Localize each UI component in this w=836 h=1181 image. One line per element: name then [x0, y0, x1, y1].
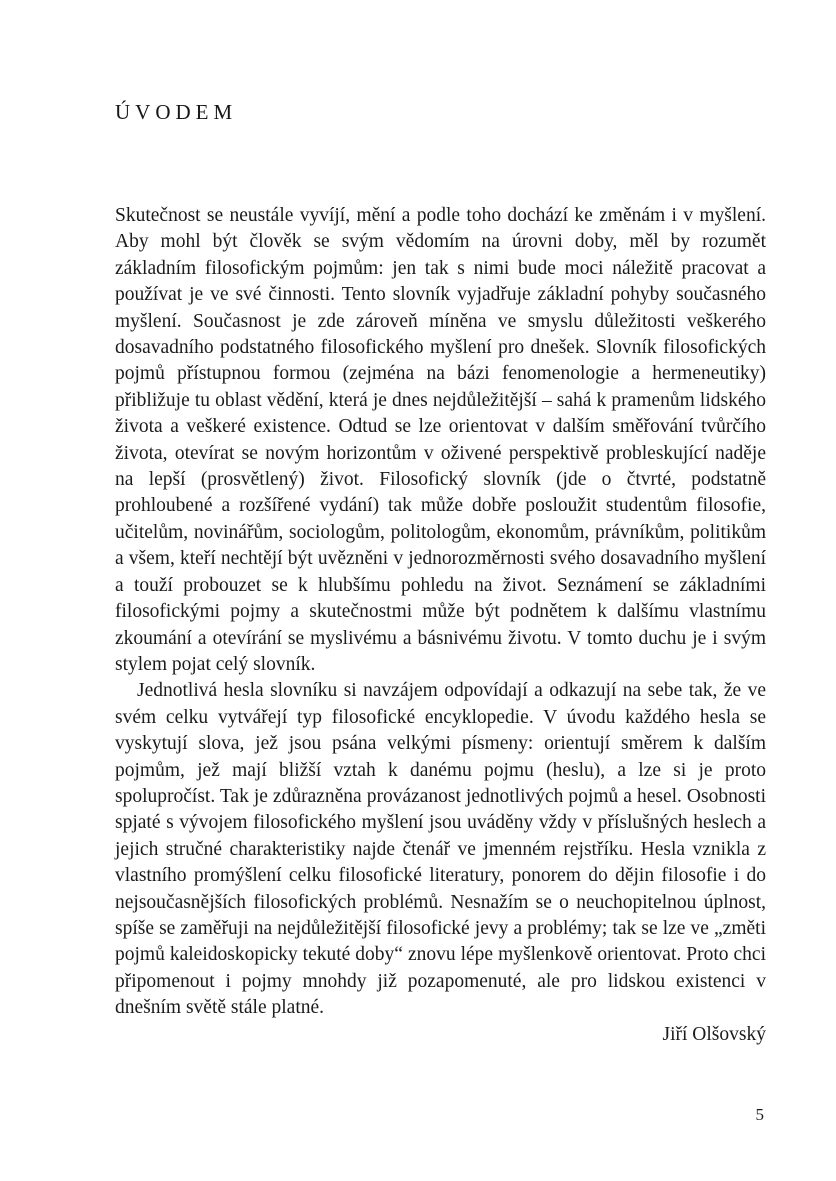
author-signature: Jiří Olšovský [662, 1023, 766, 1045]
text-block [115, 100, 766, 1048]
paragraph-2: Jednotlivá hesla slovníku si navzájem odpovídají a odkazují na sebe tak, že ve svém celku vytvářejí typ filosofické encyklopedie. V úvodu každého hesla se vyskytují slova, jež jsou psána velkými písmeny: orientují směrem k dalším pojmům, jež mají bližší vztah k danému pojmu (heslu), a lze si je proto spolupročíst. Tak je zdůrazněna provázanost jednotlivých pojmů a hesel. Osobnosti spjaté s vývojem filosofického myšlení jsou uváděny vždy v příslušných heslech a jejich stručné charakteristiky najde čtenář ve jmenném rejstříku. Hesla vznikla z vlastního promýšlení celku filosofické literatury, ponorem do dějin filosofie i do nejsoučasnějších filosofických problémů. Nesnažím se o neuchopitelnou úplnost, spíše se zaměřuji na nejdůležitější filosofické jevy a problémy; tak se lze ve „změti pojmů kaleidoskopicky tekuté doby“ znovu lépe myšlenkově orientovat. Proto chci připomenout i pojmy mnohdy již pozapomenuté, ale pro lidskou existenci v dnešním světě stále platné. [115, 680, 766, 1019]
paragraph-1: Skutečnost se neustále vyvíjí, mění a podle toho dochází ke změnám i v myšlení. Aby mohl být člověk se svým vědomím na úrovni doby, měl by rozumět základním filosofickým pojmům: jen tak s nimi bude moci náležitě pracovat a používat je ve své činnosti. Tento slovník vyjadřuje základní pohyby současného myšlení. Současnost je zde zároveň míněna ve smyslu důležitosti veškerého dosavadního podstatného filosofického myšlení pro dnešek. Slovník filosofických pojmů přístupnou formou (zejména na bázi fenomenologie a hermeneutiky) přibližuje tu oblast vědění, která je dnes nejdůležitější – sahá k pramenům lidského života a veškeré existence. Odtud se lze orientovat v dalším směřování tvůrčího života, otevírat se novým horizontům v oživené perspektivě probleskující naděje na lepší (prosvětlený) život. Filosofický slovník (jde o čtvrté, podstatně prohloubené a rozšířené vydání) tak může dobře posloužit studentům filosofie, učitelům, novinářům, sociologům, politologům, ekonomům, právníkům, politikům a všem, kteří nechtějí být uvězněni v jednorozměrnosti svého dosavadního myšlení a touží probouzet se k hlubšímu pohledu na život. Seznámení se základními filosofickými pojmy a skutečnostmi může být podnětem k dalšímu vlastnímu zkoumání a otevírání se myslivému a básnivému životu. V tomto duchu je i svým stylem pojat celý slovník. [115, 205, 766, 675]
page-number: 5 [755, 1105, 764, 1124]
body-text [115, 203, 766, 1022]
section-heading: ÚVODEM [115, 100, 238, 124]
